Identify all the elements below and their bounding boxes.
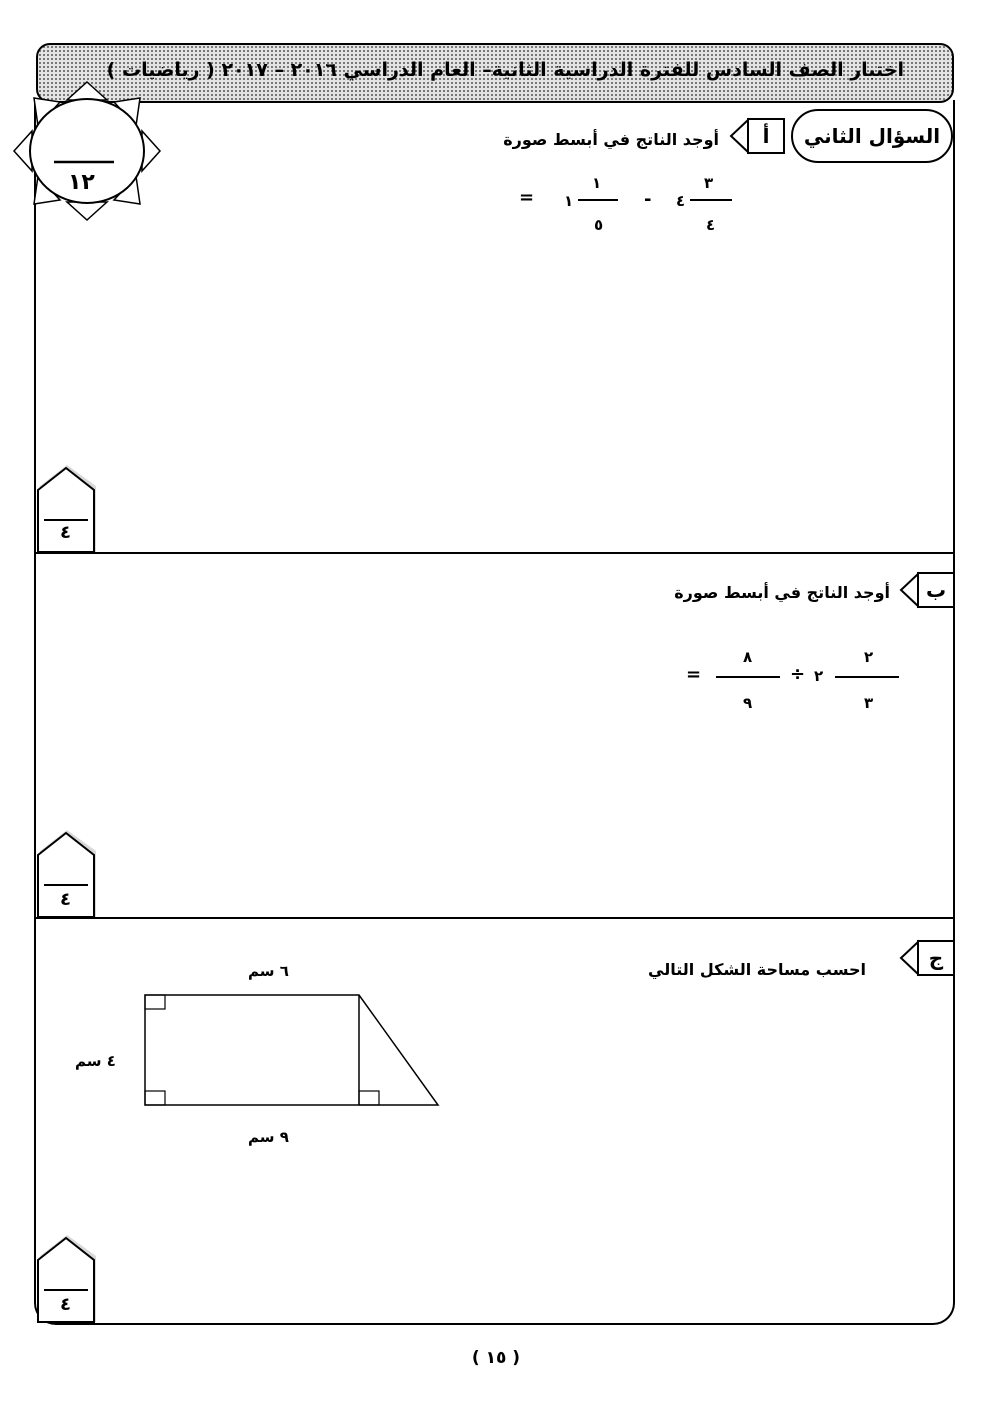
part-a-den1: ٤ [706, 216, 716, 234]
part-a-whole1: ٤ [676, 192, 686, 210]
part-a-num2: ١ [592, 174, 602, 192]
total-score-badge [12, 80, 162, 222]
total-score: ١٢ [68, 170, 95, 195]
part-a-equals: = [519, 187, 535, 208]
part-a-minus: - [644, 189, 652, 210]
bottom-length-label: ٩ سم [248, 1128, 289, 1146]
part-b-instruction: أوجد الناتج في أبسط صورة [674, 583, 890, 602]
part-a-score: ٤ [60, 522, 71, 543]
part-b-den1: ٣ [864, 694, 874, 712]
part-c-label: ج [917, 940, 955, 976]
part-b-frac2-line [716, 676, 780, 678]
part-b-score: ٤ [60, 889, 71, 910]
part-b-divide: ÷ [790, 664, 806, 685]
part-b-num1: ٢ [864, 648, 874, 666]
part-c-score: ٤ [60, 1294, 71, 1315]
section-divider-2 [36, 917, 953, 919]
part-a-frac1-line [690, 199, 732, 201]
top-length-label: ٦ سم [248, 962, 289, 980]
part-c-arrow-icon [897, 938, 919, 978]
part-b-whole1: ٢ [814, 667, 824, 685]
part-b-label: ب [917, 572, 955, 608]
part-a-instruction: أوجد الناتج في أبسط صورة [503, 130, 719, 149]
part-a-num1: ٣ [704, 174, 714, 192]
part-b-frac1-line [835, 676, 899, 678]
height-label: ٤ سم [75, 1052, 116, 1070]
part-a-label: أ [747, 118, 785, 154]
trapezoid-figure [140, 990, 445, 1112]
part-b-den2: ٩ [743, 694, 753, 712]
question-title: السؤال الثاني [791, 109, 953, 163]
page-number: ( ١٥ ) [471, 1348, 521, 1368]
header-banner [36, 43, 954, 103]
section-divider-1 [36, 552, 953, 554]
exam-title: اختبار الصف السادس للفترة الدراسية الثانية– العام الدراسي ٢٠١٦ – ٢٠١٧ ( رياضيات ) [106, 59, 904, 81]
part-b-equals: = [686, 664, 702, 685]
part-a-whole2: ١ [564, 192, 574, 210]
part-a-frac2-line [578, 199, 618, 201]
part-b-num2: ٨ [743, 648, 753, 666]
part-b-arrow-icon [897, 570, 919, 610]
question-frame [34, 100, 955, 1325]
part-a-den2: ٥ [594, 216, 604, 234]
part-c-instruction: احسب مساحة الشكل التالي [648, 960, 866, 979]
part-a-arrow-icon [727, 116, 749, 156]
